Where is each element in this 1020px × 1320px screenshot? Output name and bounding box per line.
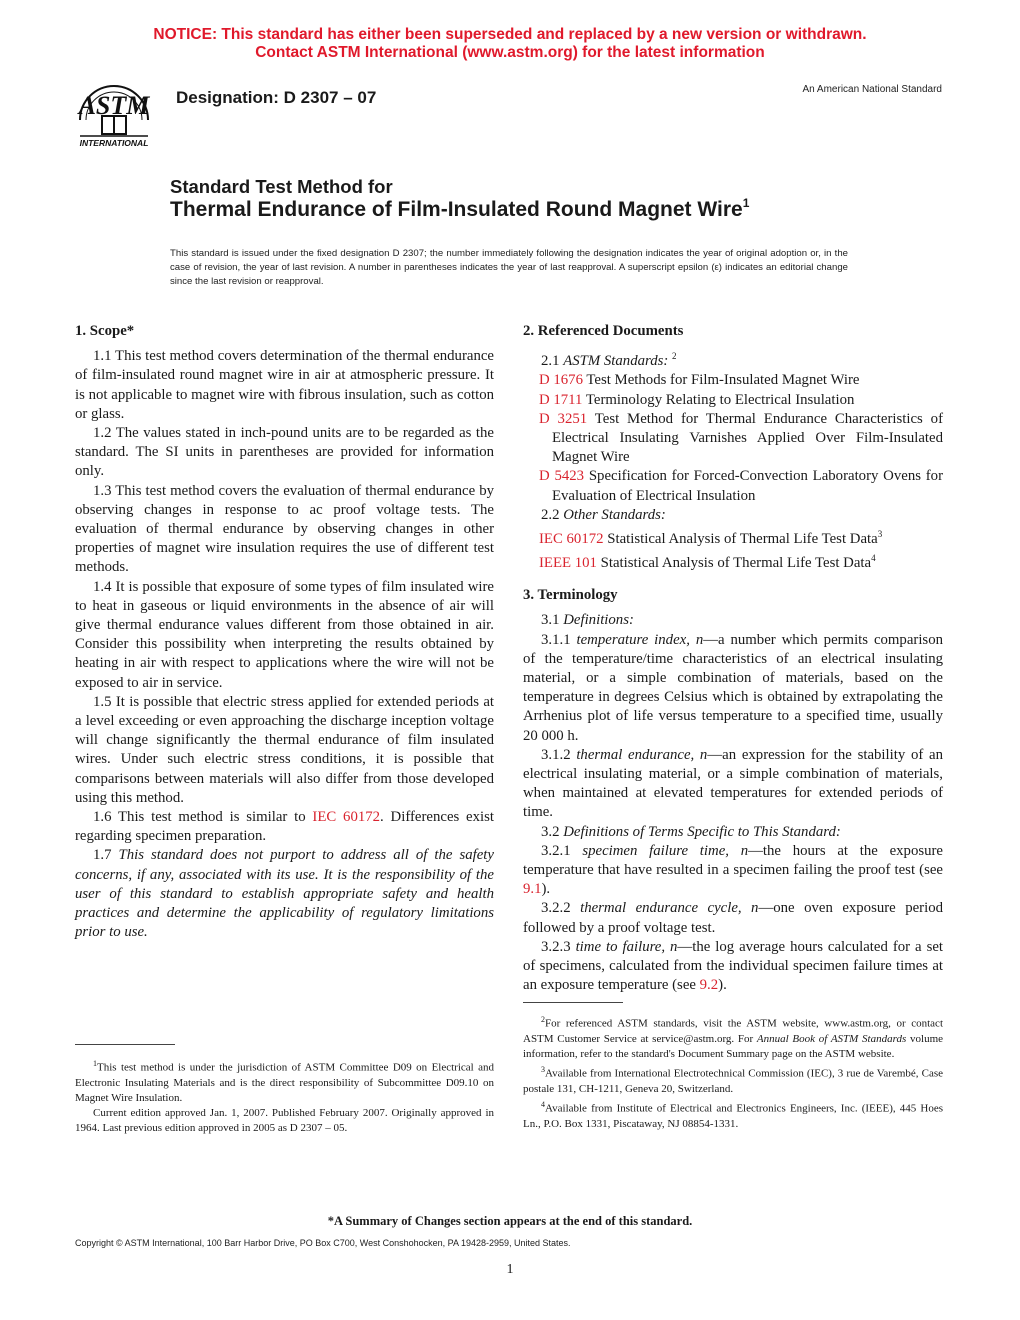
term-3-2-3-def: —the log average hours calculated for a set of specimens, calculated from the individual specimen failure times at an exposure temperature (see <box>523 938 943 994</box>
ref-iec60172-title: Statistical Analysis of Thermal Life Test Data <box>603 530 878 547</box>
other-standards-text: Other Standards: <box>563 506 666 523</box>
para-1-3: 1.3 This test method covers the evaluation of thermal endurance by observing changes in response to ac proof voltage tests. The evaluation of thermal endurance by observing changes in other properties of magnet wire insulation requires the use of different test methods. <box>75 482 494 576</box>
title-text: Thermal Endurance of Film-Insulated Round Magnet Wire <box>170 198 743 221</box>
ref-iec60172 <box>523 525 943 549</box>
terminology-heading: 3. Terminology <box>523 587 618 604</box>
para-1-6-text-end: . Differences exist regarding specimen preparation. <box>75 809 494 845</box>
footnotes-right <box>523 1012 943 1132</box>
summary-of-changes-note: *A Summary of Changes section appears at the end of this standard. <box>327 1214 693 1228</box>
term-3-2-1-def: —the hours at the exposure temperature that have resulted in a specimen failing the proof test (see <box>523 842 943 879</box>
footnotes-left <box>75 1056 494 1137</box>
term-3-1-1-def: —a number which permits comparison of the temperature/time characteristics of an electrical insulating material, or a simple combination of materials, based on the temperature in degrees Celsius which is obtained by extrapolating the Arrhenius plot of life versus temperature to a specified time, usually 20 000 h. <box>523 631 943 744</box>
ref-d3251 <box>523 410 943 468</box>
right-column <box>523 322 943 995</box>
svg-text:INTERNATIONAL: INTERNATIONAL <box>79 138 149 148</box>
link-9-2[interactable]: 9.2 <box>699 977 719 994</box>
term-3-1-2-term: thermal endurance, n <box>576 746 708 763</box>
footnote-2 <box>523 1012 943 1062</box>
astm-logo <box>66 76 162 154</box>
notice-banner <box>0 26 1020 62</box>
footnote-2-text: For referenced ASTM standards, visit the ASTM website, www.astm.org, or contact ASTM Customer Service at service@astm.org. For <box>523 1017 943 1045</box>
para-1-7 <box>75 846 494 942</box>
footnote-3 <box>523 1062 943 1097</box>
term-3-2-1-end: ). <box>541 881 551 898</box>
footnote-4-marker: 4 <box>541 1100 545 1110</box>
para-1-6 <box>75 808 494 846</box>
american-national-standard: An American National Standard <box>802 84 942 95</box>
ref-iec60172-sup: 3 <box>877 528 883 539</box>
ref-ieee101 <box>523 549 943 573</box>
footnote-divider-left <box>75 1044 175 1045</box>
other-standards-label <box>523 506 943 525</box>
ref-ieee101-title: Statistical Analysis of Thermal Life Test Data <box>596 555 872 571</box>
term-3-2-3-num: 3.2.3 <box>541 938 576 955</box>
para-1-7-num: 1.7 <box>93 847 119 864</box>
para-1-6-text: 1.6 This test method is similar to <box>93 809 313 826</box>
term-3-2-label <box>523 823 943 842</box>
svg-text:ASTM: ASTM <box>78 91 150 120</box>
footnote-3-text: Available from International Electrotechnical Commission (IEC), 3 rue de Varembé, Case postale 131, CH-1211, Geneva 20, Switzerland. <box>523 1067 943 1096</box>
footnote-1 <box>75 1056 494 1106</box>
term-3-2-2-def: —one oven exposure period followed by a proof voltage test. <box>523 900 944 936</box>
term-3-2-2-term: thermal endurance cycle, n <box>580 900 759 917</box>
term-3-2-1-num: 3.2.1 <box>541 842 583 859</box>
para-1-1: 1.1 This test method covers determination of the thermal endurance of film-insulated round magnet wire in air at atmospheric pressure. It is not applicable to magnet wire with fibrous insulation, such as cotton or glass. <box>75 348 494 422</box>
ref-d1711 <box>523 391 943 410</box>
left-column <box>75 322 494 943</box>
notice-line-2: Contact ASTM International (www.astm.org) for the latest information <box>255 44 765 61</box>
astm-standards-sup: 2 <box>672 351 677 362</box>
footnote-divider-right <box>523 1002 623 1003</box>
para-1-7-text: This standard does not purport to address all of the safety concerns, if any, associated with its use. It is the responsibility of the user of this standard to establish appropriate safety and health practices and determine the applicability of regulatory limitations prior to use. <box>75 847 494 941</box>
term-3-1-1 <box>523 631 943 746</box>
definitions-label <box>523 611 943 630</box>
designation: Designation: D 2307 – 07 <box>176 88 377 107</box>
para-1-4: 1.4 It is possible that exposure of some types of film insulated wire to heat in gaseous or liquid environments in the absence of air will give thermal endurance values different from those obtained in air. Consider this possibility when interpreting the results obtained by heating in air with respect to applications where the wire will not be exposed to air in service. <box>75 578 494 691</box>
footnote-4 <box>523 1097 943 1132</box>
astm-standards-num: 2.1 <box>541 353 564 370</box>
term-3-1-1-term: temperature index, n <box>576 631 704 648</box>
footnote-4-text: Available from Institute of Electrical and Electronics Engineers, Inc. (IEEE), 445 Hoes Ln., P.O. Box 1331, Piscataway, NJ 08854-1331. <box>523 1102 943 1131</box>
link-iec-60172[interactable]: IEC 60172 <box>312 809 381 826</box>
issued-note: This standard is issued under the fixed designation D 2307; the number immediately following the designation indicates the year of original adoption or, in the case of revision, the year of last revision. A number in parentheses indicates the year of last reapproval. A superscript epsilon (ε) indicates an editorial change since the last revision or reapproval. <box>170 248 848 287</box>
ref-ieee101-sup: 4 <box>871 553 876 564</box>
para-1-2: 1.2 The values stated in inch-pound units are to be regarded as the standard. The SI units in parentheses are provided for information only. <box>75 425 494 480</box>
ref-d1676 <box>523 371 943 390</box>
para-1-5: 1.5 It is possible that electric stress applied for extended periods at a level exceeding or even approaching the discharge inception voltage will change significantly the thermal endurance of film insulated wires. Under such electric stress conditions, it is possible that comparisons between materials will also differ from those developed using this method. <box>75 693 494 806</box>
term-3-2-num: 3.2 <box>541 823 564 840</box>
term-3-1-1-num: 3.1.1 <box>541 631 577 648</box>
term-3-1-2-num: 3.1.2 <box>541 746 577 763</box>
term-3-2-3 <box>523 938 943 996</box>
footnote-2-text-end: volume information, refer to the standard's Document Summary page on the ASTM website. <box>523 1032 944 1061</box>
footnote-3-marker: 3 <box>541 1065 545 1075</box>
page-number: 1 <box>506 1262 514 1277</box>
term-3-2-3-term: time to failure, n <box>575 938 678 955</box>
term-3-2-text: Definitions of Terms Specific to This Standard: <box>563 823 841 840</box>
title-footnote-ref: 1 <box>742 196 750 210</box>
astm-standards-label <box>523 347 943 371</box>
link-d1711[interactable]: D 1711 <box>539 391 583 408</box>
referenced-heading: 2. Referenced Documents <box>523 323 684 339</box>
astm-logo-icon <box>66 76 162 154</box>
ref-d5423 <box>523 467 943 505</box>
copyright: Copyright © ASTM International, 100 Barr Harbor Drive, PO Box C700, West Conshohocken, PA 19428-2959, United States. <box>75 1238 571 1248</box>
term-3-2-2-num: 3.2.2 <box>541 900 581 917</box>
footnote-2-italic: Annual Book of ASTM Standards <box>756 1032 907 1045</box>
astm-standards-text: ASTM Standards: <box>563 353 669 370</box>
link-ieee101[interactable]: IEEE 101 <box>539 555 597 571</box>
ref-d1711-title: Terminology Relating to Electrical Insulation <box>582 391 855 408</box>
definitions-text: Definitions: <box>563 612 634 629</box>
title-line-2 <box>170 198 749 222</box>
scope-heading: 1. Scope* <box>75 323 135 339</box>
term-3-2-2 <box>523 899 943 937</box>
footnote-2-marker: 2 <box>541 1015 545 1024</box>
other-standards-num: 2.2 <box>541 506 564 523</box>
footnote-1-text: This test method is under the jurisdiction of ASTM Committee D09 on Electrical and Electronic Insulating Materials and is the direct responsibility of Subcommittee D09.10 on Magnet Wire Insulation. <box>75 1061 494 1105</box>
link-d1676[interactable]: D 1676 <box>539 372 583 389</box>
term-3-1-2-def: —an expression for the stability of an electrical insulating material, or a simple combination of materials, when maintained at elevated temperatures for extended periods of time. <box>523 746 944 821</box>
term-3-1-2 <box>523 746 943 823</box>
ref-d5423-title: Specification for Forced-Convection Laboratory Ovens for Evaluation of Electrical Insulation <box>552 468 943 504</box>
term-3-2-1 <box>523 842 943 900</box>
notice-line-1: NOTICE: This standard has either been superseded and replaced by a new version or withdrawn. <box>153 26 867 43</box>
link-iec60172[interactable]: IEC 60172 <box>539 530 604 547</box>
link-d5423[interactable]: D 5423 <box>539 468 585 485</box>
footnote-1-marker: 1 <box>93 1059 97 1068</box>
definitions-num: 3.1 <box>541 612 564 629</box>
footnote-1-edition: Current edition approved Jan. 1, 2007. Published February 2007. Originally approved in 1964. Last previous edition approved in 2005 as D 2307 – 05. <box>75 1107 494 1135</box>
term-3-2-3-end: ). <box>718 977 727 994</box>
ref-d3251-title: Test Method for Thermal Endurance Characteristics of Electrical Insulating Varnishes Applied Over Film-Insulated Magnet Wire <box>552 410 944 466</box>
ref-d1676-title: Test Methods for Film-Insulated Magnet Wire <box>582 372 860 389</box>
link-9-1[interactable]: 9.1 <box>523 881 542 898</box>
term-3-2-1-term: specimen failure time, n <box>582 842 749 859</box>
title-line-1: Standard Test Method for <box>170 176 393 197</box>
link-d3251[interactable]: D 3251 <box>539 410 588 427</box>
